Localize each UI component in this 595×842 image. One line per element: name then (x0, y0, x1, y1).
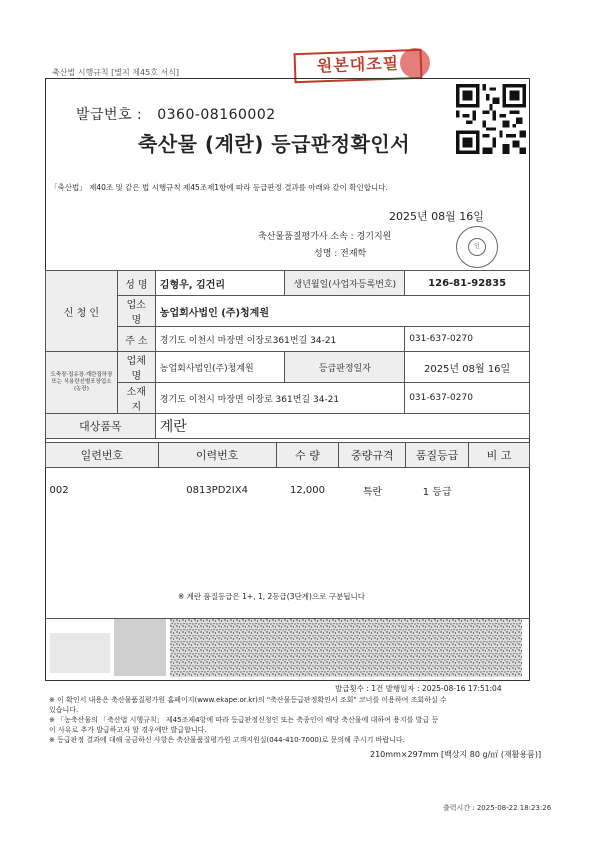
note-line: ※ 등급판정 결과에 대해 궁금하신 사항은 축산물품질평가원 고객지원실(044-410-7000)로 문의해 주시기 바랍니다. (49, 736, 405, 744)
form-reference: 축산법 시행규칙 [별지 제45호 서식] (52, 68, 180, 77)
certificate-number (76, 104, 276, 124)
facility-company-value: 농업회사법인(주)청계원 (155, 352, 285, 383)
birth-value: 126-81-92835 (405, 271, 530, 296)
original-copy-stamp: 원본대조필 (294, 49, 423, 83)
applicant-table (45, 270, 530, 439)
facility-company-label: 업체명 (117, 352, 155, 383)
facility-date-value: 2025년 08월 16일 (405, 352, 530, 383)
cell-remarks (469, 468, 530, 514)
obscured-area (50, 633, 110, 673)
certificate-number-value: 0360-08160002 (157, 107, 276, 123)
note-line: ※ 이 확인서 내용은 축산물품질평가원 홈페이지(www.ekape.or.kr)의 "축산물등급판정확인서 조회" 코너를 이용하여 조회하실 수 (49, 696, 447, 704)
applicant-company-label: 업소명 (117, 296, 155, 327)
cell-grade: 1 등급 (422, 487, 452, 499)
grade-note: ※ 계란 품질등급은 1+, 1, 2등급(3단계)으로 구분됩니다 (178, 592, 365, 601)
qr-code-icon (456, 84, 526, 154)
header-remarks: 비 고 (469, 443, 530, 468)
header-serial: 일련번호 (46, 443, 159, 468)
note-line: ※ 「농축산물의 「축산법 시행규칙」 제45조제4항에 따라 등급판정신청인 또는 축종인이 해당 축산물에 대하여 용지를 발급 등 (49, 716, 439, 724)
applicant-phone-value: 031-637-0270 (405, 327, 530, 352)
obscured-barcode (114, 619, 166, 676)
note-line: 이 사유로 추가 발급하고자 할 경우에만 발급합니다. (49, 726, 207, 734)
facility-address-value: 경기도 이천시 마장면 이장로 361번길 34-21 (155, 383, 404, 414)
target-item-label: 대상품목 (46, 414, 156, 439)
cell-weight: 특란 (362, 487, 383, 499)
target-item-value: 계란 (155, 414, 529, 439)
facility-date-label: 등급판정일자 (285, 352, 405, 383)
grade-table (45, 442, 530, 514)
facility-phone-value: 031-637-0270 (405, 383, 530, 414)
applicant-name-value: 김형우, 김건리 (155, 271, 285, 296)
issue-date: 2025년 08월 16일 (389, 210, 484, 223)
assessor-affiliation: 축산물품질평가사 소속 : 경기지원 (258, 232, 392, 242)
applicant-address-label: 주 소 (117, 327, 155, 352)
facility-section-label: 도축장·집유장·계란집하장 또는 식용란선별포장업소(농장) (46, 352, 118, 414)
birth-label: 생년월일(사업자등록번호) (285, 271, 405, 296)
security-pattern (170, 619, 522, 677)
document-title: 축산물 (계란) 등급판정확인서 (138, 132, 411, 156)
applicant-name-label: 성 명 (117, 271, 155, 296)
paper-size: 210mm×297mm [백상지 80 g/㎡ (재활용품)] (370, 750, 542, 759)
notes-block (49, 695, 539, 745)
header-quantity: 수 량 (276, 443, 339, 468)
applicant-company-value: 농업회사법인 (주)청계원 (155, 296, 529, 327)
assessor-name: 성명 : 전재학 (314, 249, 367, 259)
header-grade: 품질등급 (406, 443, 469, 468)
header-weight: 중량규격 (339, 443, 406, 468)
cell-trace-no: 0813PD2IX4 (186, 485, 248, 497)
table-row (46, 468, 530, 514)
certificate-number-label: 발급번호 : (76, 107, 143, 123)
issue-info: 발급횟수 : 1건 발행일자 : 2025-08-16 17:51:04 (335, 684, 502, 693)
applicant-section-label: 신 청 인 (46, 271, 118, 352)
cell-serial: 002 (49, 485, 69, 497)
note-line: 있습니다. (49, 706, 79, 714)
applicant-address-value: 경기도 이천시 마장면 이장로361번길 34-21 (155, 327, 404, 352)
header-trace-no: 이력번호 (158, 443, 276, 468)
cell-quantity: 12,000 (289, 485, 325, 497)
printed-time: 출력시간 : 2025-08-22 18:23:26 (443, 804, 552, 812)
seal-label: 인 (468, 238, 486, 256)
official-seal (456, 226, 498, 268)
facility-address-label: 소재지 (117, 383, 155, 414)
preamble-text: 「축산법」 제40조 및 같은 법 시행규칙 제45조제1항에 따라 등급판정 결과를 아래와 같이 확인합니다. (50, 183, 388, 192)
